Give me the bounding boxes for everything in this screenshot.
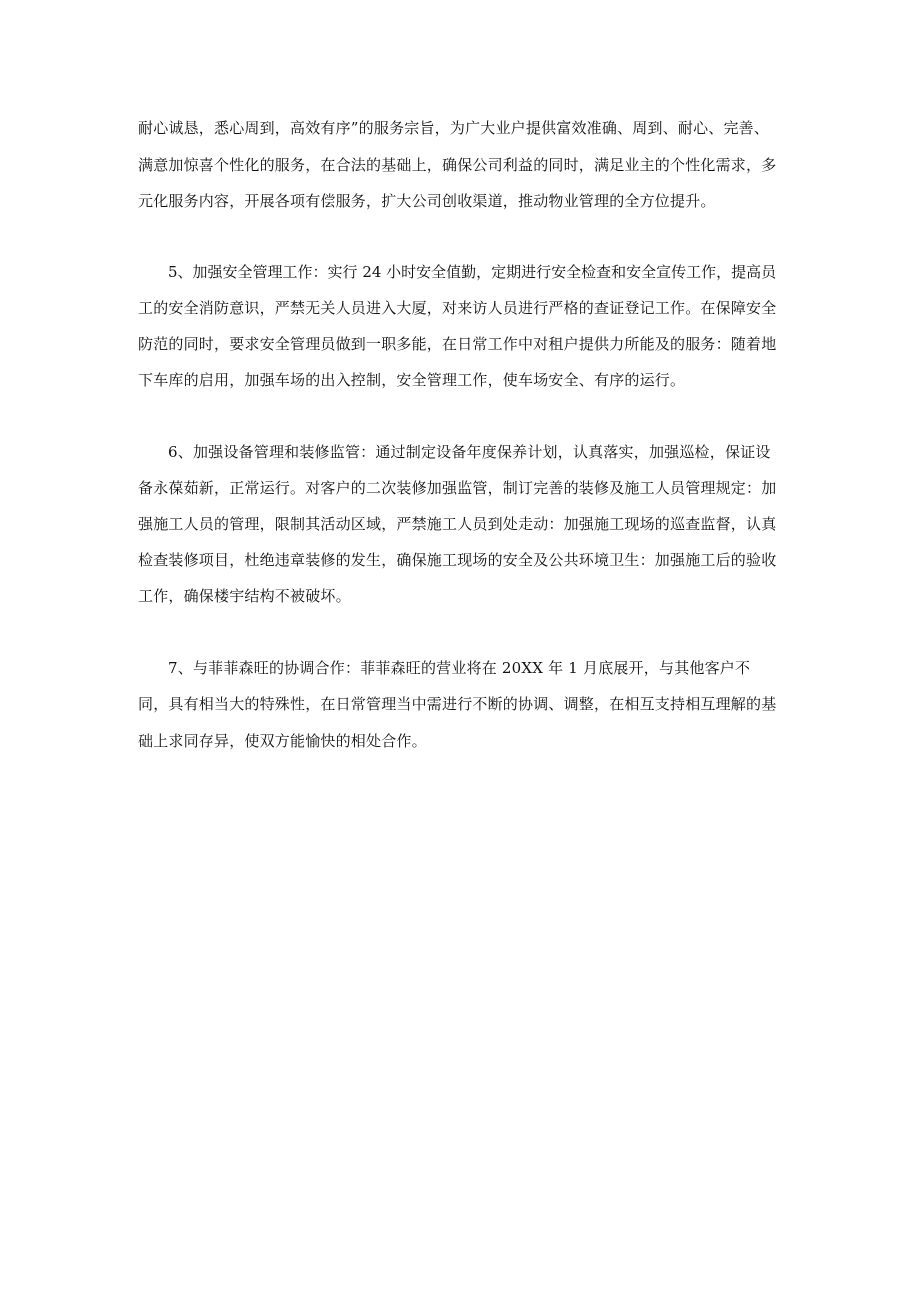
paragraph-4-line-1: 7、与菲菲森旺的协调合作：菲菲森旺的营业将在 20XX 年 1 月底展开，与其他客户不 — [168, 659, 751, 677]
paragraph-2-line-2: 工的安全消防意识，严禁无关人员进入大厦，对来访人员进行严格的查证登记工作。在保障安全 — [138, 299, 777, 317]
paragraph-3-line-3: 强施工人员的管理，限制其活动区域，严禁施工人员到处走动：加强施工现场的巡查监督，认真 — [138, 515, 777, 533]
paragraph-1-line-3: 元化服务内容，开展各项有偿服务，扩大公司创收渠道，推动物业管理的全方位提升。 — [138, 192, 716, 210]
paragraph-4-line-2: 同，具有相当大的特殊性，在日常管理当中需进行不断的协调、调整，在相互支持相互理解的基 — [138, 695, 777, 713]
paragraph-2-line-4: 下车库的启用，加强车场的出入控制，安全管理工作，使车场安全、有序的运行。 — [138, 371, 686, 389]
paragraph-2-line-3: 防范的同时，要求安全管理员做到一职多能，在日常工作中对租户提供力所能及的服务：随着地 — [138, 335, 777, 353]
paragraph-2-line-1: 5、加强安全管理工作：实行 24 小时安全值勤，定期进行安全检查和安全宣传工作，提高员 — [168, 263, 777, 281]
paragraph-3-line-2: 备永葆茹新，正常运行。对客户的二次装修加强监管，制订完善的装修及施工人员管理规定：加 — [138, 479, 777, 497]
paragraph-3-line-1: 6、加强设备管理和装修监管：通过制定设备年度保养计划，认真落实，加强巡检，保证设 — [168, 443, 771, 461]
paragraph-3-line-5: 工作，确保楼宇结构不被破坏。 — [138, 587, 351, 605]
paragraph-3-line-4: 检查装修项目，杜绝违章装修的发生，确保施工现场的安全及公共环境卫生：加强施工后的验收 — [138, 551, 777, 569]
paragraph-4-line-3: 础上求同存异，使双方能愉快的相处合作。 — [138, 732, 427, 750]
paragraph-1-line-2: 满意加惊喜个性化的服务，在合法的基础上，确保公司利益的同时，满足业主的个性化需求，多 — [138, 156, 777, 174]
paragraph-1-line-1: 耐心诚恳，悉心周到，高效有序”的服务宗旨，为广大业户提供富效准确、周到、耐心、完善、 — [138, 119, 770, 137]
